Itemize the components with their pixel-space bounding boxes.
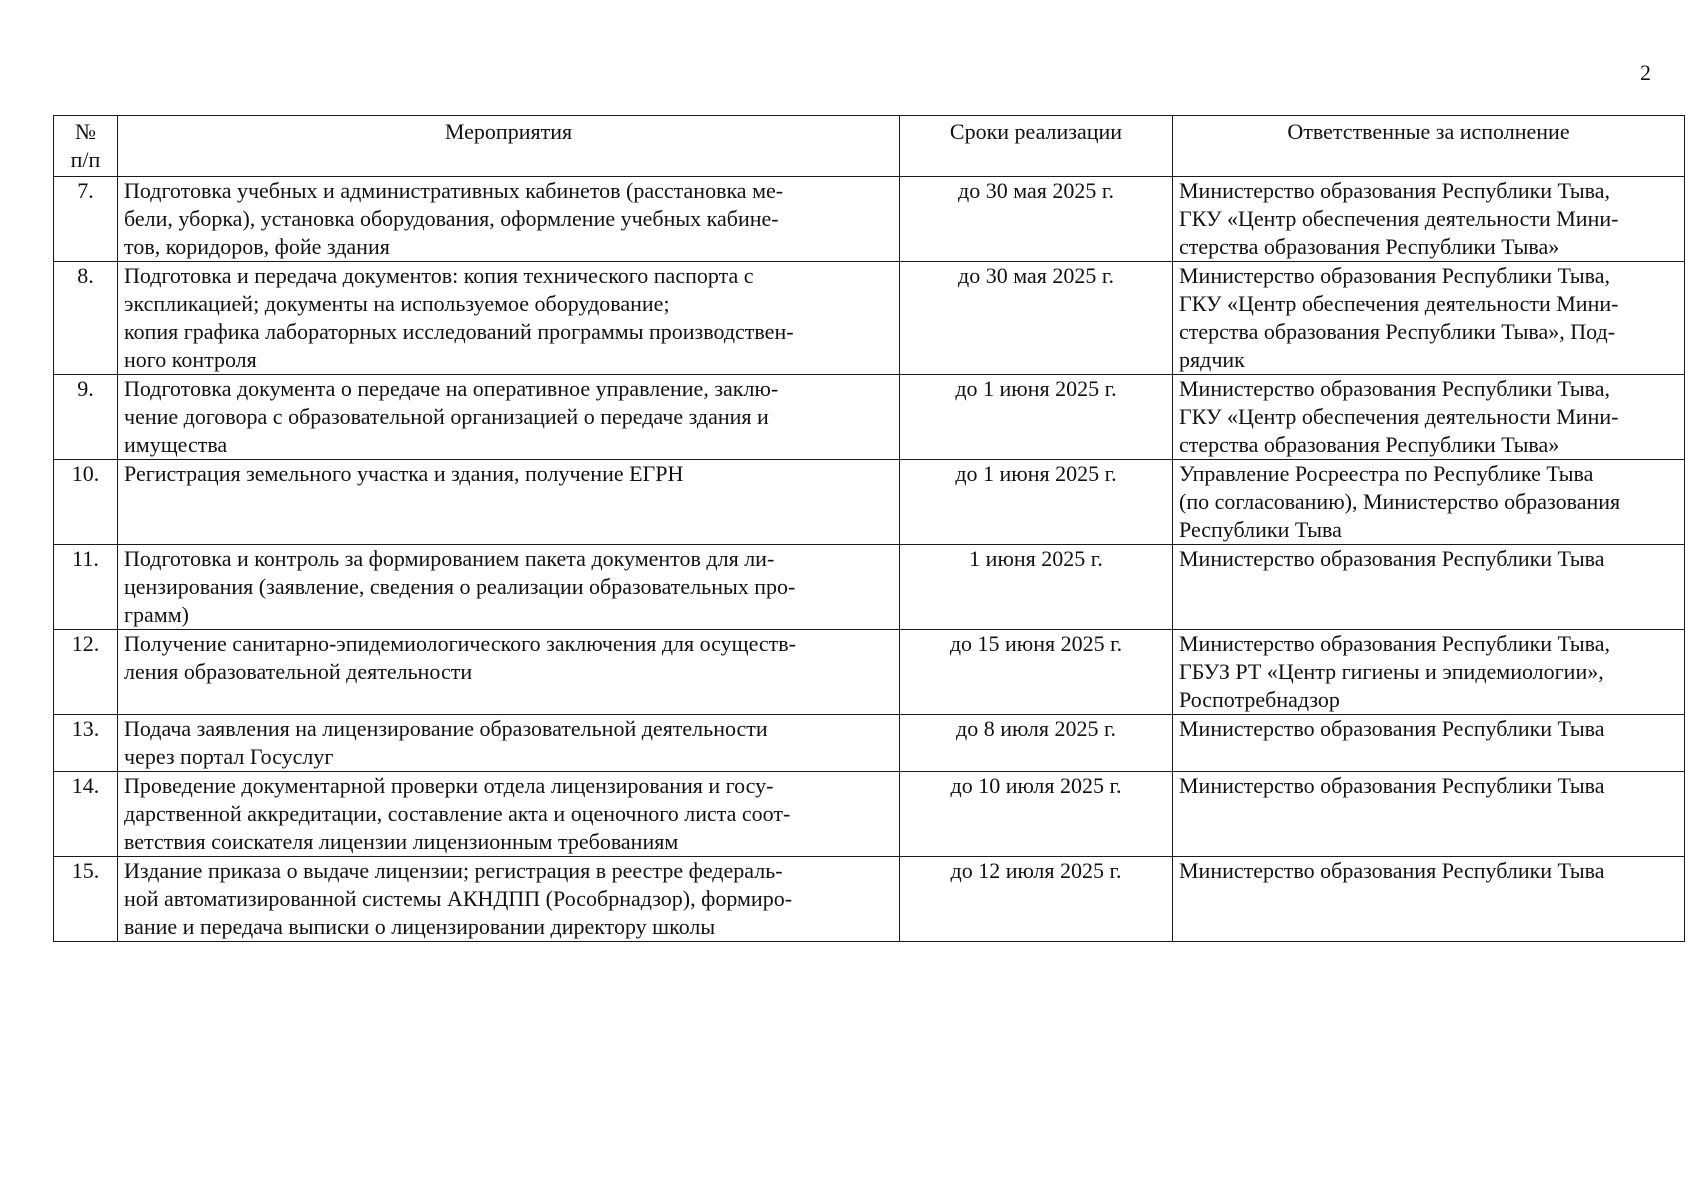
responsible-line: стерства образования Республики Тыва», Под-: [1179, 319, 1616, 344]
table-body: [54, 177, 1685, 942]
table-row: [54, 375, 1685, 460]
responsible-cell: [1173, 772, 1685, 857]
activity-line: ной автоматизированной системы АКНДПП (Рособрнадзор), формиро-: [124, 886, 793, 911]
row-number: 7.: [54, 177, 118, 262]
activity-line: вание и передача выписки о лицензировании директору школы: [124, 914, 716, 939]
term-cell: до 30 мая 2025 г.: [900, 177, 1173, 262]
activity-line: экспликацией; документы на используемое оборудование;: [124, 291, 670, 316]
activity-line: Подготовка и передача документов: копия технического паспорта с: [124, 263, 754, 288]
responsible-line: ГКУ «Центр обеспечения деятельности Мини-: [1179, 404, 1619, 429]
responsible-line: рядчик: [1179, 347, 1245, 372]
activity-line: Подготовка документа о передаче на оперативное управление, заклю-: [124, 376, 779, 401]
activity-line: дарственной аккредитации, составление акта и оценочного листа соот-: [124, 801, 791, 826]
table-row: [54, 630, 1685, 715]
responsible-line: Министерство образования Республики Тыва: [1179, 546, 1605, 571]
term-cell: до 1 июня 2025 г.: [900, 460, 1173, 545]
responsible-line: Управление Росреестра по Республике Тыва: [1179, 461, 1594, 486]
responsible-cell: [1173, 545, 1685, 630]
term-cell: до 30 мая 2025 г.: [900, 262, 1173, 375]
row-number: 9.: [54, 375, 118, 460]
row-number: 13.: [54, 715, 118, 772]
row-number: 14.: [54, 772, 118, 857]
table-row: [54, 772, 1685, 857]
term-cell: до 12 июля 2025 г.: [900, 857, 1173, 942]
table-row: [54, 177, 1685, 262]
header-activity: Мероприятия: [118, 116, 900, 177]
row-number: 15.: [54, 857, 118, 942]
activity-cell: [118, 460, 900, 545]
activity-line: ветствия соискателя лицензии лицензионным требованиям: [124, 829, 679, 854]
responsible-line: ГБУЗ РТ «Центр гигиены и эпидемиологии»,: [1179, 659, 1604, 684]
activity-cell: [118, 715, 900, 772]
activity-line: Получение санитарно-эпидемиологического заключения для осуществ-: [124, 631, 796, 656]
header-number: № п/п: [54, 116, 118, 177]
table-row: [54, 545, 1685, 630]
term-cell: до 10 июля 2025 г.: [900, 772, 1173, 857]
page-number: 2: [1640, 60, 1651, 85]
term-cell: 1 июня 2025 г.: [900, 545, 1173, 630]
term-cell: до 8 июля 2025 г.: [900, 715, 1173, 772]
responsible-line: (по согласованию), Министерство образования: [1179, 489, 1621, 514]
activity-cell: [118, 177, 900, 262]
table-header-row: [54, 116, 1685, 177]
row-number: 11.: [54, 545, 118, 630]
table-row: [54, 460, 1685, 545]
activity-line: копия графика лабораторных исследований программы производствен-: [124, 319, 794, 344]
activity-line: Издание приказа о выдаче лицензии; регистрация в реестре федераль-: [124, 858, 783, 883]
activity-cell: [118, 375, 900, 460]
row-number: 12.: [54, 630, 118, 715]
activity-line: имущества: [124, 432, 228, 457]
activity-line: цензирования (заявление, сведения о реализации образовательных про-: [124, 574, 796, 599]
responsible-line: Министерство образования Республики Тыва,: [1179, 631, 1611, 656]
term-cell: до 15 июня 2025 г.: [900, 630, 1173, 715]
table-row: [54, 715, 1685, 772]
row-number: 8.: [54, 262, 118, 375]
responsible-line: Министерство образования Республики Тыва: [1179, 716, 1605, 741]
activity-cell: [118, 630, 900, 715]
responsible-cell: [1173, 715, 1685, 772]
responsible-cell: [1173, 262, 1685, 375]
activity-line: Подача заявления на лицензирование образовательной деятельности: [124, 716, 768, 741]
term-cell: до 1 июня 2025 г.: [900, 375, 1173, 460]
activity-cell: [118, 857, 900, 942]
responsible-cell: [1173, 857, 1685, 942]
activity-line: ления образовательной деятельности: [124, 659, 473, 684]
responsible-line: Министерство образования Республики Тыва: [1179, 858, 1605, 883]
header-responsible: Ответственные за исполнение: [1173, 116, 1685, 177]
responsible-line: ГКУ «Центр обеспечения деятельности Мини-: [1179, 206, 1619, 231]
activity-line: Подготовка учебных и административных кабинетов (расстановка ме-: [124, 178, 784, 203]
activity-line: тов, коридоров, фойе здания: [124, 234, 390, 259]
activity-cell: [118, 262, 900, 375]
responsible-cell: [1173, 177, 1685, 262]
table-row: [54, 262, 1685, 375]
responsible-line: стерства образования Республики Тыва»: [1179, 432, 1560, 457]
activity-cell: [118, 772, 900, 857]
activity-line: Регистрация земельного участка и здания, получение ЕГРН: [124, 461, 684, 486]
responsible-line: Министерство образования Республики Тыва,: [1179, 263, 1611, 288]
responsible-line: Роспотребнадзор: [1179, 687, 1340, 712]
activity-line: грамм): [124, 602, 189, 627]
activity-cell: [118, 545, 900, 630]
activity-line: бели, уборка), установка оборудования, оформление учебных кабине-: [124, 206, 779, 231]
responsible-line: Министерство образования Республики Тыва: [1179, 773, 1605, 798]
responsible-cell: [1173, 375, 1685, 460]
activities-table: [53, 115, 1685, 942]
responsible-line: Министерство образования Республики Тыва,: [1179, 376, 1611, 401]
activity-line: Подготовка и контроль за формированием пакета документов для ли-: [124, 546, 775, 571]
activity-line: чение договора с образовательной организацией о передаче здания и: [124, 404, 769, 429]
responsible-line: ГКУ «Центр обеспечения деятельности Мини-: [1179, 291, 1619, 316]
table-row: [54, 857, 1685, 942]
activity-line: ного контроля: [124, 347, 257, 372]
activity-line: Проведение документарной проверки отдела лицензирования и госу-: [124, 773, 774, 798]
header-term: Сроки реализации: [900, 116, 1173, 177]
responsible-cell: [1173, 630, 1685, 715]
responsible-cell: [1173, 460, 1685, 545]
responsible-line: Министерство образования Республики Тыва,: [1179, 178, 1611, 203]
responsible-line: стерства образования Республики Тыва»: [1179, 234, 1560, 259]
responsible-line: Республики Тыва: [1179, 517, 1342, 542]
activity-line: через портал Госуслуг: [124, 744, 334, 769]
row-number: 10.: [54, 460, 118, 545]
